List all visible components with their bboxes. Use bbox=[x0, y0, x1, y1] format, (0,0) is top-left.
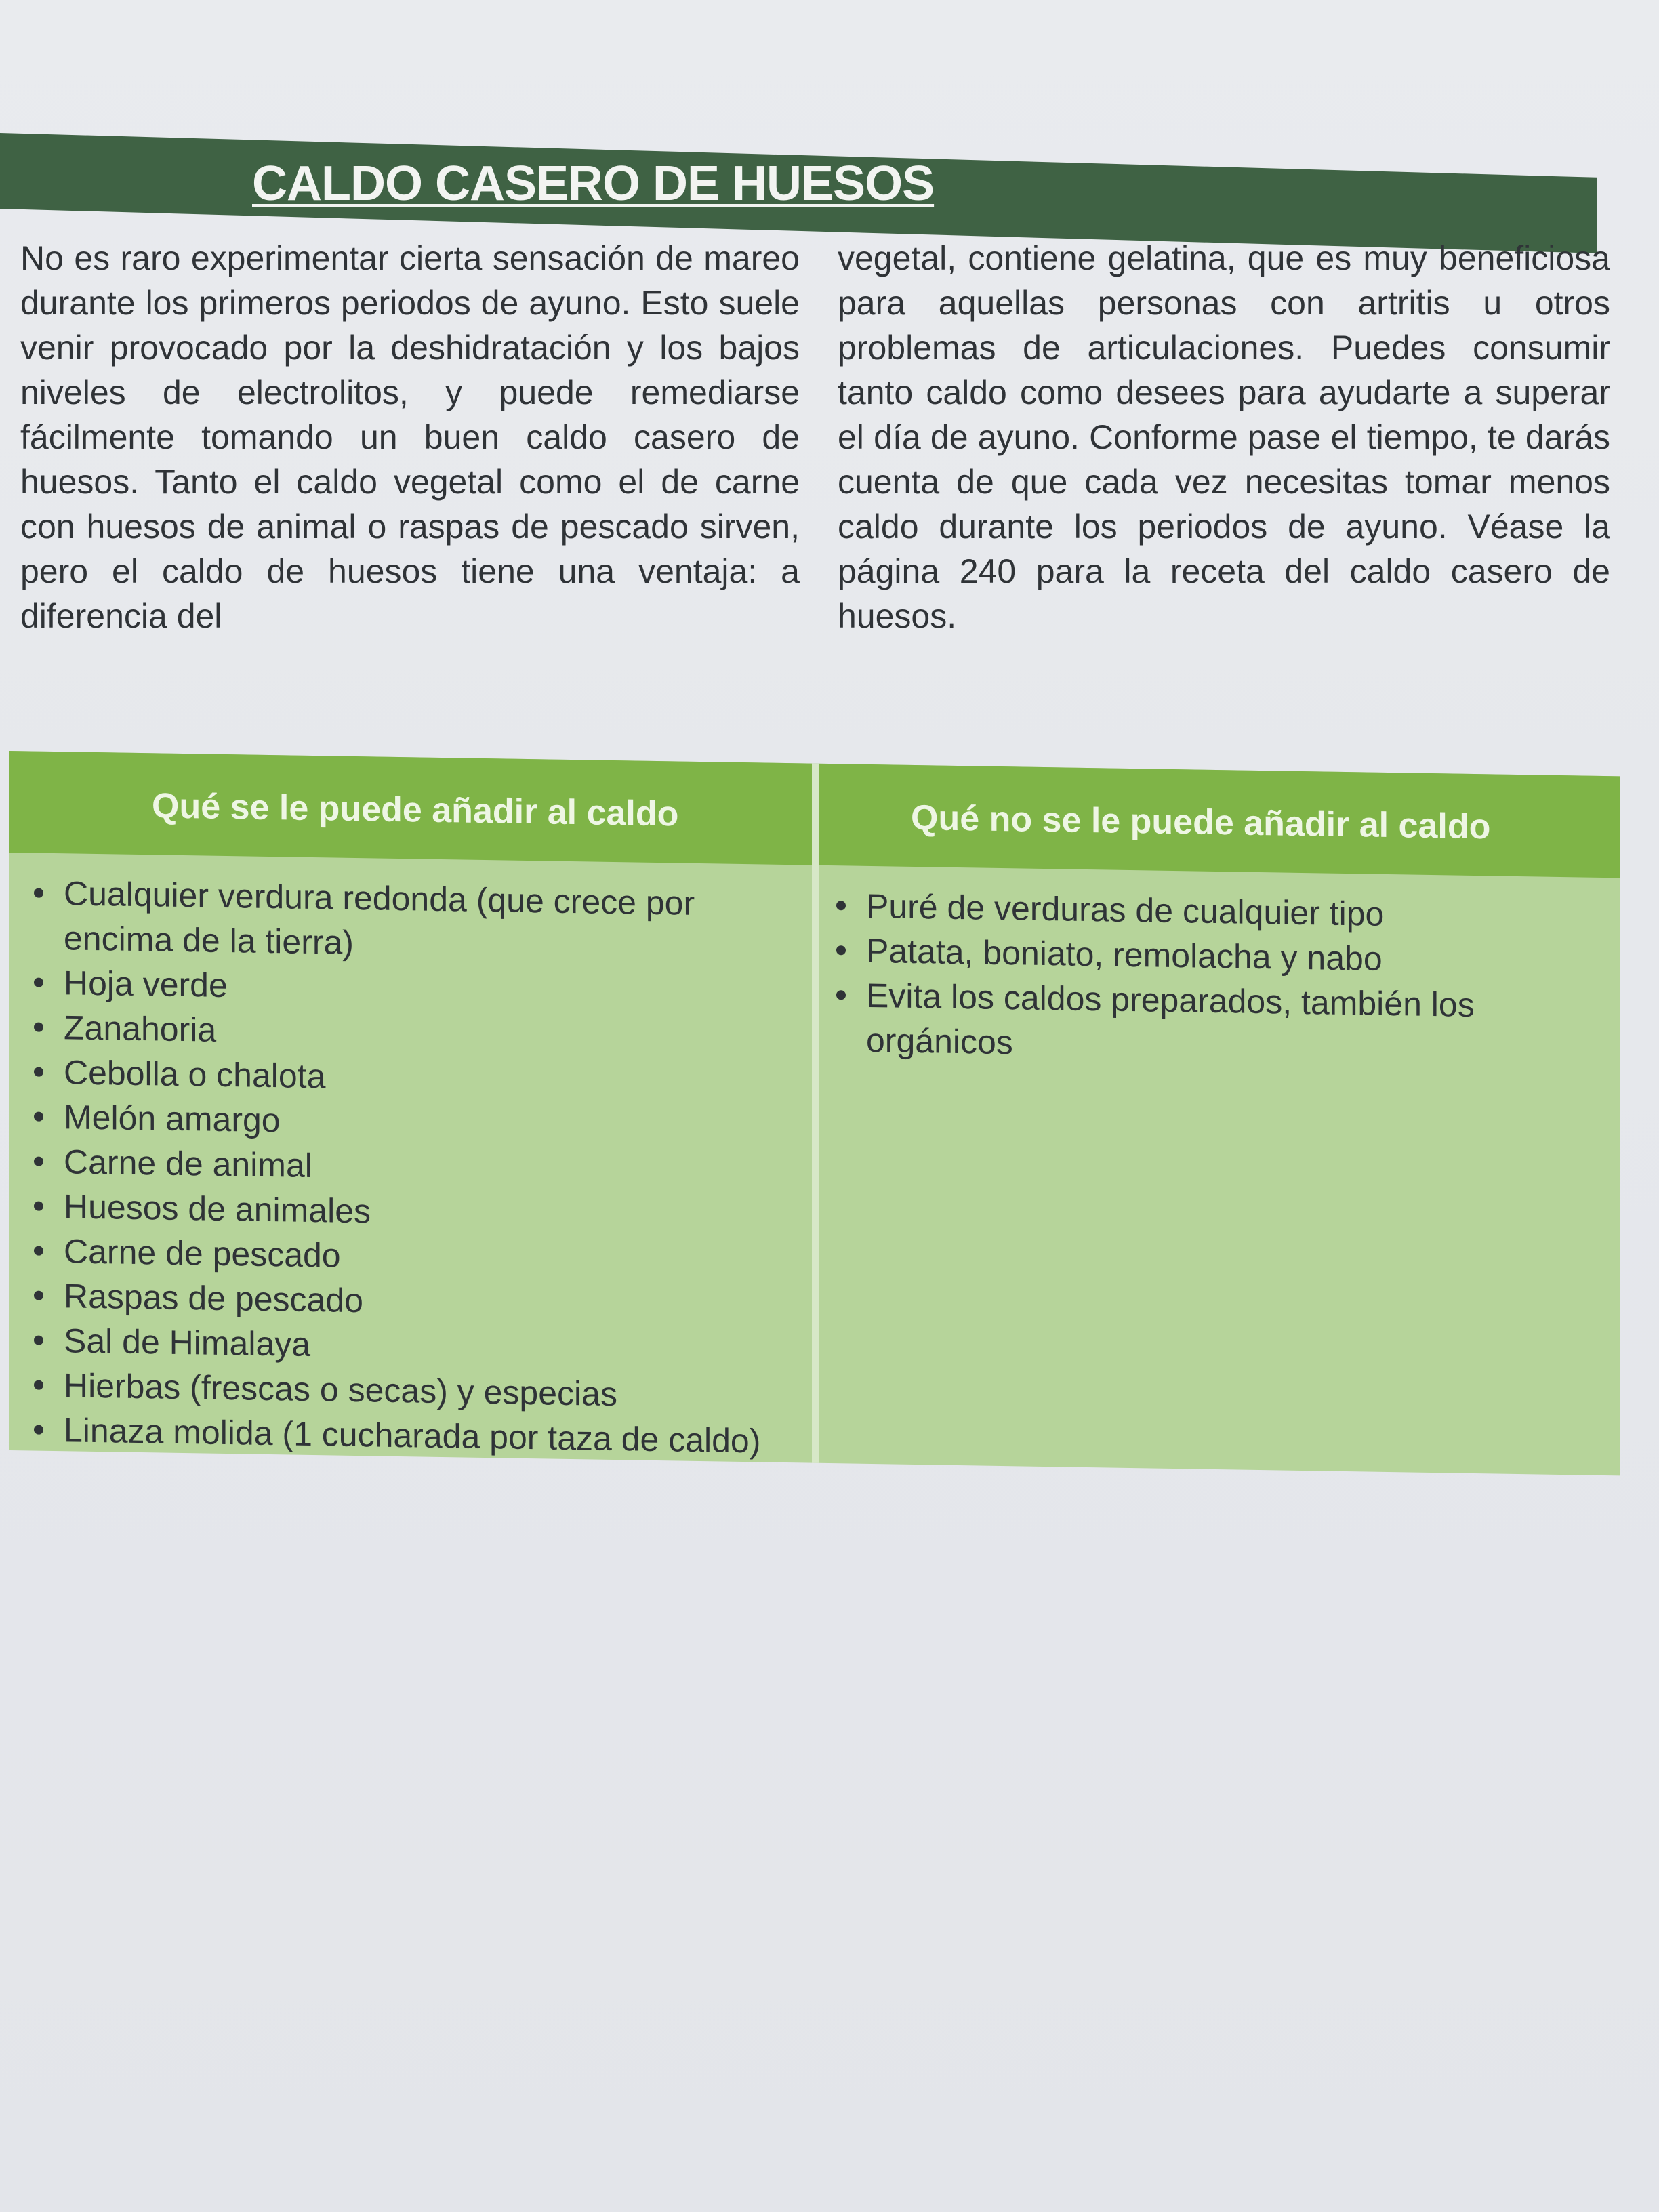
broth-ingredients-table bbox=[9, 751, 1620, 1475]
list-item: Evita los caldos preparados, también los orgánicos bbox=[832, 972, 1605, 1074]
list-item: Patata, boniato, remolacha y nabo bbox=[832, 928, 1605, 985]
list-item: Zanahoria bbox=[30, 1004, 796, 1061]
intro-paragraph-left: No es raro experimentar cierta sensación de mareo durante los primeros periodos de ayuno. Esto suele venir provocado por la deshidratación y los bajos niveles de electrolitos, y puede remediarse fácilmente tomando un buen caldo casero de huesos. Tanto el caldo vegetal como el de carne con huesos de animal o raspas de pescado sirven, pero el caldo de huesos tiene una ventaja: a diferencia del bbox=[20, 239, 800, 635]
list-item: Melón amargo bbox=[30, 1094, 796, 1151]
column-divider bbox=[812, 764, 819, 1463]
list-item: Carne de animal bbox=[30, 1139, 796, 1195]
list-item: Linaza molida (1 cucharada por taza de caldo) bbox=[30, 1407, 796, 1464]
list-item: Hoja verde bbox=[30, 960, 796, 1017]
list-item: Puré de verduras de cualquier tipo bbox=[832, 883, 1605, 940]
page-title: CALDO CASERO DE HUESOS bbox=[252, 157, 935, 211]
allowed-items-list bbox=[30, 870, 796, 1464]
not-allowed-items-list bbox=[832, 883, 1605, 1074]
list-item: Huesos de animales bbox=[30, 1183, 796, 1240]
list-item: Cebolla o chalota bbox=[30, 1049, 796, 1106]
list-item: Hierbas (frescas o secas) y especias bbox=[30, 1362, 796, 1419]
list-item: Cualquier verdura redonda (que crece por encima de la tierra) bbox=[30, 870, 796, 972]
list-item: Carne de pescado bbox=[30, 1228, 796, 1285]
table-header-not-allowed: Qué no se le puede añadir al caldo bbox=[911, 798, 1491, 847]
intro-paragraph-right: vegetal, contiene gelatina, que es muy beneficiosa para aquellas personas con artritis u otros problemas de articulaciones. Puedes consumir tanto caldo como desees para ayudarte a superar el día de ayuno. Conforme pase el tiempo, te darás cuenta de que cada vez necesitas tomar menos caldo durante los periodos de ayuno. Véase la página 240 para la receta del caldo casero de huesos. bbox=[838, 239, 1610, 635]
list-item: Raspas de pescado bbox=[30, 1273, 796, 1330]
table-header-allowed: Qué se le puede añadir al caldo bbox=[152, 786, 679, 834]
list-item: Sal de Himalaya bbox=[30, 1317, 796, 1374]
